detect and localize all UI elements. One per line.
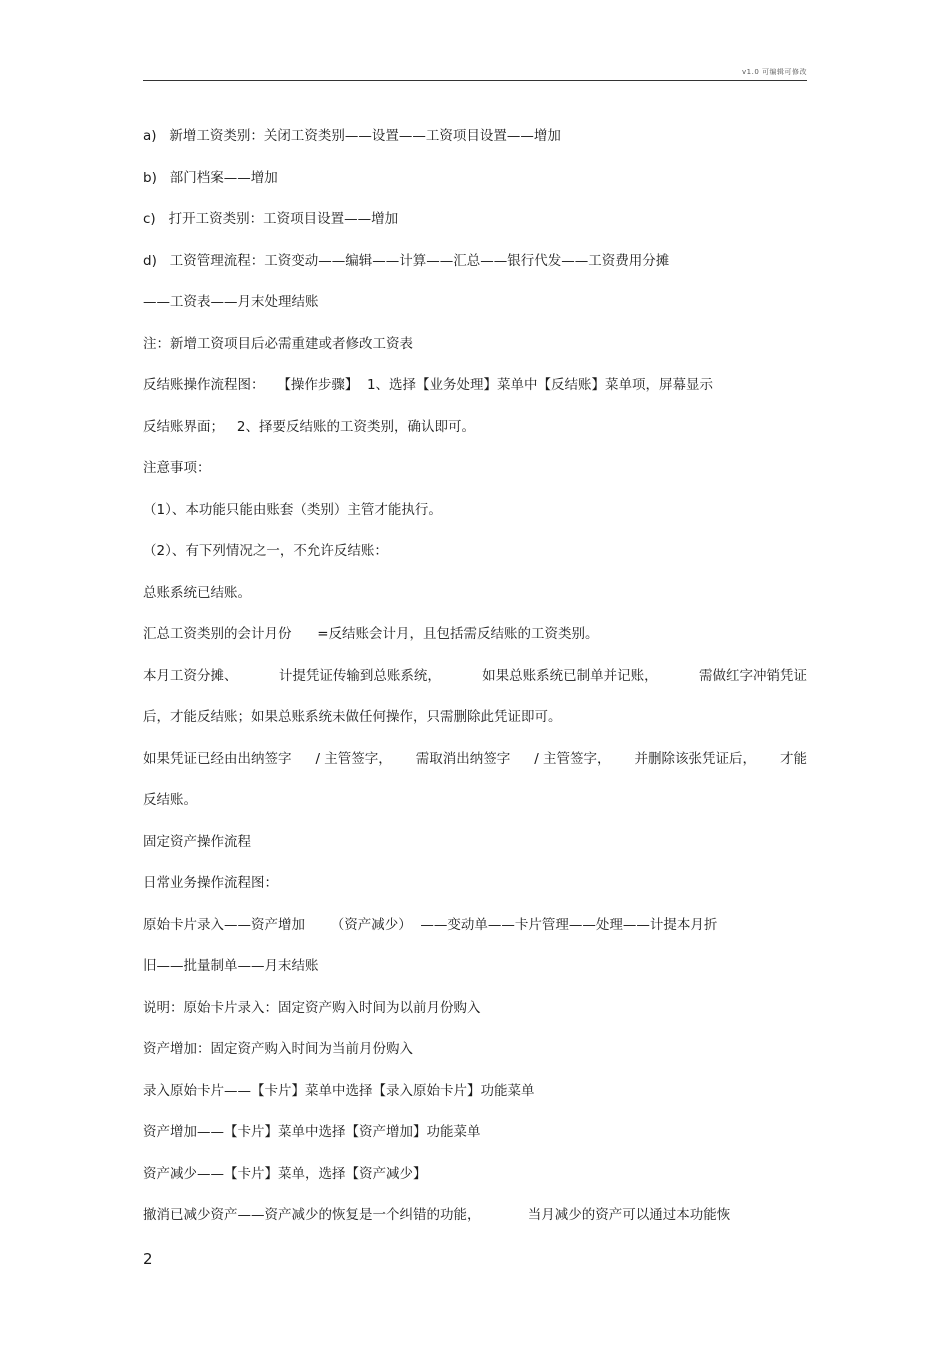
text-segment: 本月工资分摊、	[143, 667, 238, 684]
text-line: 反结账操作流程图： 【操作步骤】 1、选择【业务处理】菜单中【反结账】菜单项，屏幕显示	[143, 377, 714, 393]
text-line: 反结账界面； 2、择要反结账的工资类别，确认即可。	[143, 418, 475, 435]
text-line: 撤消已减少资产——资产减少的恢复是一个纠错的功能， 当月减少的资产可以通过本功能恢	[143, 1207, 731, 1223]
document-body	[143, 124, 807, 1245]
text-segment: 才能	[779, 750, 807, 767]
text-line: 资产增加：固定资产购入时间为当前月份购入	[143, 1041, 413, 1057]
text-line: 后，才能反结账；如果总账系统未做任何操作，只需删除此凭证即可。	[143, 709, 562, 725]
text-segment: 需取消出纳签字	[415, 750, 511, 767]
text-line: 汇总工资类别的会计月份 =反结账会计月，且包括需反结账的工资类别。	[143, 626, 599, 642]
justified-line	[143, 747, 807, 789]
text-line: （1）、本功能只能由账套（类别）主管才能执行。	[143, 501, 442, 518]
page-number: 2	[143, 1250, 153, 1268]
justified-line	[143, 664, 807, 706]
text-line: （2）、有下列情况之一，不允许反结账：	[143, 543, 388, 559]
section-heading: 固定资产操作流程	[143, 833, 251, 850]
header-note: v1.0 可编辑可修改	[742, 68, 807, 76]
text-segment: 如果凭证已经由出纳签字	[143, 750, 292, 767]
list-item-b: b) 部门档案——增加	[143, 169, 278, 186]
text-line: 旧——批量制单——月末结账	[143, 958, 319, 974]
text-segment: 计提凭证传输到总账系统，	[278, 667, 441, 684]
list-item-c: c) 打开工资类别：工资项目设置——增加	[143, 211, 399, 227]
text-segment: 需做红字冲销凭证	[698, 667, 807, 684]
text-segment: / 主管签字，	[315, 750, 392, 767]
text-line: 资产增加——【卡片】菜单中选择【资产增加】功能菜单	[143, 1124, 481, 1140]
text-line: 反结账。	[143, 792, 197, 808]
text-line: 日常业务操作流程图：	[143, 875, 278, 891]
list-item-d: d) 工资管理流程：工资变动——编辑——计算——汇总——银行代发——工资费用分摊	[143, 252, 670, 269]
text-line: 总账系统已结账。	[143, 584, 251, 601]
text-line: 资产减少——【卡片】菜单，选择【资产减少】	[143, 1165, 427, 1182]
header-rule	[143, 80, 807, 81]
text-line: 说明：原始卡片录入：固定资产购入时间为以前月份购入	[143, 999, 481, 1016]
text-line: 录入原始卡片——【卡片】菜单中选择【录入原始卡片】功能菜单	[143, 1082, 535, 1099]
text-segment: 并删除该张凭证后，	[634, 750, 756, 767]
text-segment: / 主管签字，	[534, 750, 611, 767]
text-line: 注：新增工资项目后必需重建或者修改工资表	[143, 335, 413, 352]
list-item-a: a) 新增工资类别：关闭工资类别——设置——工资项目设置——增加	[143, 128, 561, 144]
text-line: 原始卡片录入——资产增加 （资产减少） ——变动单——卡片管理——处理——计提本月折	[143, 916, 718, 933]
text-segment: 如果总账系统已制单并记账，	[482, 667, 658, 684]
section-heading: 注意事项：	[143, 460, 211, 476]
text-line: ——工资表——月末处理结账	[143, 294, 319, 310]
